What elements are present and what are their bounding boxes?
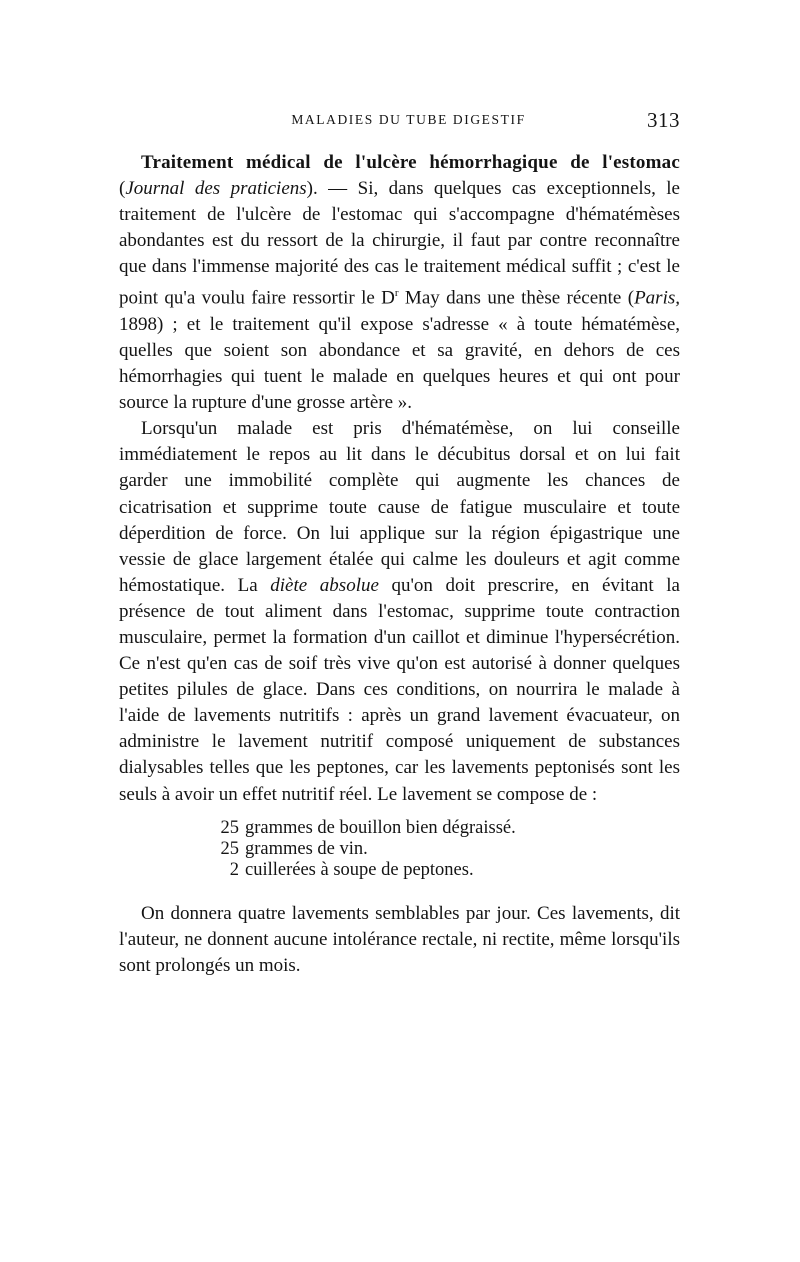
recipe-line	[213, 839, 680, 860]
doctor-abbrev-sup: r	[394, 287, 399, 300]
running-title: MALADIES DU TUBE DIGESTIF	[291, 112, 526, 127]
recipe-line	[213, 818, 680, 839]
recipe-quantity: 25	[220, 817, 239, 838]
recipe-text: cuillerées à soupe de peptones.	[245, 859, 474, 880]
paragraph-2	[119, 416, 680, 807]
paragraph-1	[119, 150, 680, 416]
book-page	[119, 108, 680, 979]
paragraph-3: On donnera quatre lavements semblables par jour. Ces lavements, dit l'auteur, ne donnent aucune intolérance rectale, ni rectite, même lorsqu'ils sont prolongés un mois.	[119, 902, 680, 976]
recipe-text: grammes de vin.	[245, 838, 368, 859]
running-head	[119, 108, 680, 138]
paragraph-1-text-c: 1898) ; et le traitement qu'il expose s'adresse « à toute hématémèse, quelles que soient son abondance et sa gravité, en dehors de ces hémorrhagies qui tuent le malade en quelques heures et qui ont pour source la rupture d'une grosse artère ».	[119, 313, 680, 414]
article-heading: Traitement médical de l'ulcère hémorrhagique de l'estomac	[141, 152, 680, 173]
article-body	[119, 150, 680, 979]
source-close: ). —	[306, 178, 358, 200]
recipe-list	[213, 818, 680, 881]
paragraph-2-text-b: qu'on doit prescrire, en évitant la présence de tout aliment dans l'estomac, supprime toute contraction musculaire, permet la formation d'un caillot et diminue l'hypersécrétion. Ce n'est qu'en cas de soif très vive qu'on est autorisé à donner quelques petites pilules de glace. Dans ces conditions, on nourrira le malade à l'aide de lavements nutritifs : après un grand lavement évacuateur, on administre le lavement nutritif composé uniquement de substances dialysables telles que les peptones, car les lavements peptonisés sont les seuls à avoir un effet nutritif réel. Le lavement se compose de :	[119, 574, 680, 805]
paragraph-2-text-a: Lorsqu'un malade est pris d'hématémèse, on lui conseille immédiatement le repos au lit dans le décubitus dorsal et on lui fait garder une immobilité complète qui augmente les chances de cicatrisation et supprime toute cause de fatigue musculaire et toute déperdition de force. On lui applique sur la région épigastrique une vessie de glace largement étalée qui calme les douleurs et agit comme hémostatique. La	[119, 418, 680, 596]
thesis-place: Paris,	[634, 287, 680, 309]
recipe-text: grammes de bouillon bien dégraissé.	[245, 817, 516, 838]
paragraph-1-text-a: Si, dans quelques cas exceptionnels, le traitement de l'ulcère de l'estomac qui s'accompagne d'hématémèses abondantes est du ressort de la chirurgie, il faut par contre reconnaître que dans l'immense majorité des cas le traitement médical suffit ; c'est le point qu'a voulu faire ressortir le D	[119, 178, 680, 309]
recipe-quantity: 2	[229, 859, 239, 880]
source-title: Journal des praticiens	[125, 178, 307, 200]
recipe-quantity: 25	[220, 838, 239, 859]
page-number: 313	[647, 108, 680, 132]
paragraph-1-text-b: May dans une thèse récente (	[398, 287, 635, 309]
recipe-line	[213, 860, 680, 881]
source-open: (	[119, 178, 126, 200]
diet-term: diète absolue	[270, 574, 379, 596]
